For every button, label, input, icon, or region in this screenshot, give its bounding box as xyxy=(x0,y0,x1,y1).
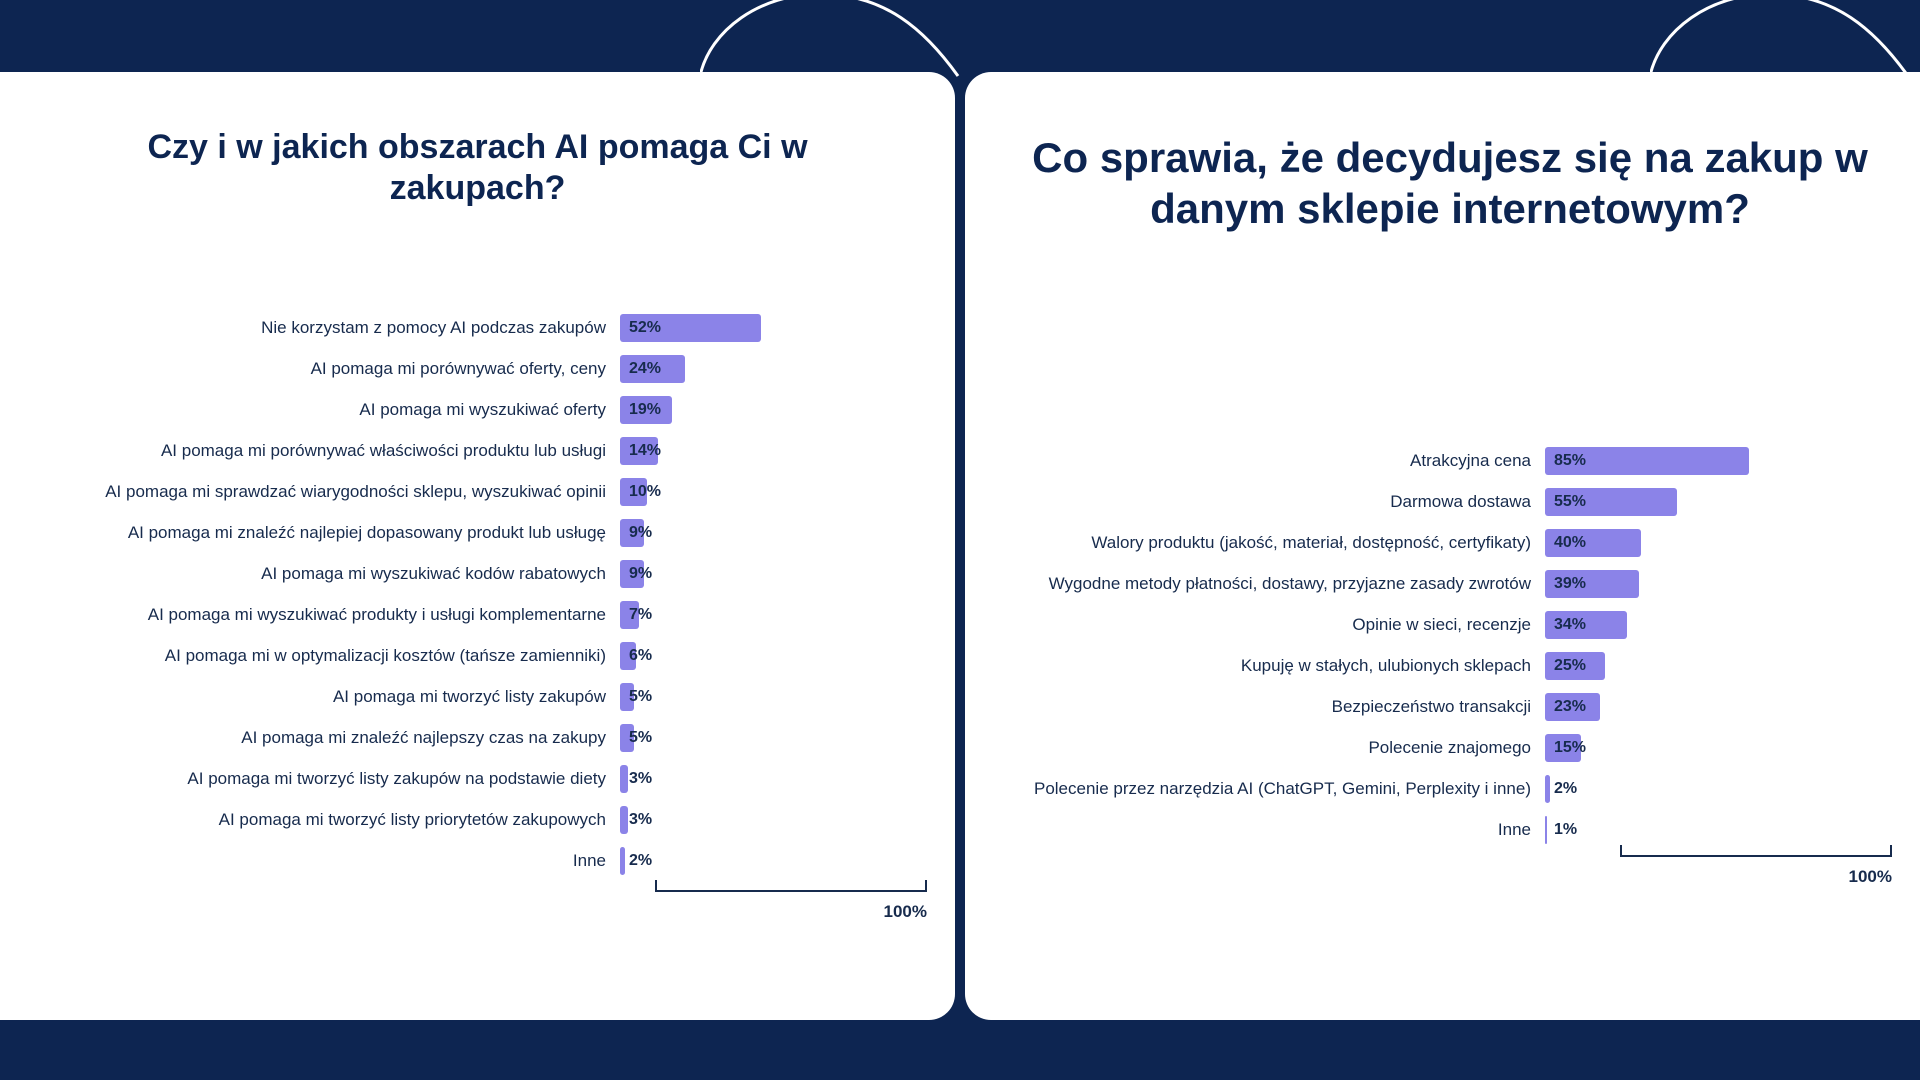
bar-value: 14% xyxy=(629,441,662,459)
bar-track xyxy=(620,348,892,389)
bar-track xyxy=(1545,645,1785,686)
bar-value: 23% xyxy=(1554,697,1587,715)
axis-max-label: 100% xyxy=(883,902,927,921)
bar-label: AI pomaga mi znaleźć najlepszy czas na zakupy xyxy=(241,727,606,747)
bar-fill xyxy=(1545,529,1641,557)
bar-value: 19% xyxy=(629,400,662,418)
axis-left xyxy=(655,890,927,922)
bar-label: Walory produktu (jakość, materiał, dostępność, certyfikaty) xyxy=(1091,532,1531,552)
bar-track xyxy=(620,840,892,881)
bar-fill xyxy=(620,314,761,342)
bar-row xyxy=(0,348,955,389)
bar-track xyxy=(1545,481,1785,522)
chart-title-left: Czy i w jakich obszarach AI pomaga Ci w zakupach? xyxy=(147,128,808,208)
axis-line xyxy=(1620,855,1892,857)
bar-fill xyxy=(620,560,653,588)
bar-label: Polecenie znajomego xyxy=(1368,737,1531,757)
bar-label: Darmowa dostawa xyxy=(1390,491,1531,511)
bar-value: 25% xyxy=(1554,656,1587,674)
bar-track xyxy=(1545,809,1785,850)
bar-value: 10% xyxy=(629,482,662,500)
bar-label: AI pomaga mi wyszukiwać produkty i usługi komplementarne xyxy=(147,604,606,624)
bar-track xyxy=(1545,727,1785,768)
bar-value: 3% xyxy=(629,810,653,828)
bar-track xyxy=(620,594,892,635)
bar-label: AI pomaga mi wyszukiwać kodów rabatowych xyxy=(261,563,606,583)
bar-fill xyxy=(620,437,662,465)
bar-row xyxy=(965,645,1920,686)
bar-fill xyxy=(620,806,653,834)
bar-track xyxy=(1545,604,1785,645)
bar-label: AI pomaga mi znaleźć najlepiej dopasowany produkt lub usługę xyxy=(127,522,606,542)
bar-fill xyxy=(1545,775,1578,803)
bar-value: 2% xyxy=(1554,779,1578,797)
bar-label: AI pomaga mi porównywać oferty, ceny xyxy=(310,358,606,378)
bar-track xyxy=(620,635,892,676)
bar-fill xyxy=(1545,652,1605,680)
bar-value: 7% xyxy=(629,605,653,623)
bar-value: 2% xyxy=(629,851,653,869)
bar-label: AI pomaga mi wyszukiwać oferty xyxy=(359,399,606,419)
bar-value: 39% xyxy=(1554,574,1587,592)
bar-label: Atrakcyjna cena xyxy=(1410,450,1531,470)
bar-row xyxy=(0,799,955,840)
bar-label: AI pomaga mi porównywać właściwości produktu lub usługi xyxy=(160,440,606,460)
bar-row xyxy=(0,594,955,635)
bar-track xyxy=(620,758,892,799)
bar-fill xyxy=(620,683,653,711)
bar-fill xyxy=(620,601,653,629)
axis-right xyxy=(1620,855,1892,887)
bar-label: Inne xyxy=(1497,819,1531,839)
bar-row xyxy=(965,604,1920,645)
bar-row xyxy=(0,512,955,553)
bar-value: 6% xyxy=(629,646,653,664)
bar-track xyxy=(1545,440,1785,481)
bar-track xyxy=(620,430,892,471)
bar-value: 9% xyxy=(629,564,653,582)
bar-label: Polecenie przez narzędzia AI (ChatGPT, Gemini, Perplexity i inne) xyxy=(1033,778,1531,798)
bar-row xyxy=(965,768,1920,809)
bar-label: Inne xyxy=(572,850,606,870)
bar-track xyxy=(620,553,892,594)
bar-label: AI pomaga mi tworzyć listy zakupów na podstawie diety xyxy=(187,768,606,788)
bar-track xyxy=(620,799,892,840)
bar-row xyxy=(0,307,955,348)
bar-label: Kupuję w stałych, ulubionych sklepach xyxy=(1240,655,1531,675)
chart-title-right: Co sprawia, że decydujesz się na zakup w danym sklepie internetowym? xyxy=(1032,134,1868,233)
bar-row xyxy=(965,686,1920,727)
bar-fill xyxy=(1545,734,1587,762)
bar-row xyxy=(0,635,955,676)
bar-row xyxy=(965,809,1920,850)
bar-list-left xyxy=(0,307,955,881)
bar-value: 9% xyxy=(629,523,653,541)
bar-row xyxy=(0,840,955,881)
bar-label: AI pomaga mi tworzyć listy zakupów xyxy=(332,686,606,706)
bar-fill xyxy=(620,519,653,547)
bar-row xyxy=(965,727,1920,768)
bar-list-right xyxy=(965,440,1920,850)
bar-row xyxy=(965,563,1920,604)
bar-label: Nie korzystam z pomocy AI podczas zakupów xyxy=(261,317,606,337)
bar-label: AI pomaga mi tworzyć listy priorytetów zakupowych xyxy=(218,809,606,829)
bar-value: 40% xyxy=(1554,533,1587,551)
bar-track xyxy=(620,717,892,758)
bar-row xyxy=(0,676,955,717)
chart-panel-left xyxy=(0,72,955,1020)
bar-fill xyxy=(1545,447,1749,475)
bar-label: Wygodne metody płatności, dostawy, przyjazne zasady zwrotów xyxy=(1048,573,1531,593)
bar-row xyxy=(0,553,955,594)
bar-value: 55% xyxy=(1554,492,1587,510)
bar-fill xyxy=(1545,611,1627,639)
bar-row xyxy=(0,717,955,758)
bar-value: 5% xyxy=(629,687,653,705)
bar-track xyxy=(620,389,892,430)
decorative-swoosh-left xyxy=(700,0,960,80)
bar-value: 34% xyxy=(1554,615,1587,633)
bar-fill xyxy=(620,765,653,793)
bar-label: Opinie w sieci, recenzje xyxy=(1352,614,1531,634)
bar-track xyxy=(620,512,892,553)
bar-value: 24% xyxy=(629,359,662,377)
bar-fill xyxy=(620,642,653,670)
bar-row xyxy=(0,758,955,799)
bar-track xyxy=(1545,768,1785,809)
bar-track xyxy=(1545,563,1785,604)
bar-row xyxy=(965,481,1920,522)
bar-label: Bezpieczeństwo transakcji xyxy=(1331,696,1531,716)
bar-value: 3% xyxy=(629,769,653,787)
bar-track xyxy=(620,676,892,717)
decorative-swoosh-right xyxy=(1650,0,1910,80)
bar-value: 5% xyxy=(629,728,653,746)
bar-row xyxy=(965,522,1920,563)
bar-fill xyxy=(620,724,653,752)
axis-line xyxy=(655,890,927,892)
bar-fill xyxy=(1545,693,1600,721)
bar-value: 15% xyxy=(1554,738,1587,756)
bar-fill xyxy=(1545,816,1578,844)
bar-fill xyxy=(620,478,662,506)
bar-track xyxy=(620,307,892,348)
bar-value: 1% xyxy=(1554,820,1578,838)
bar-track xyxy=(1545,522,1785,563)
bar-fill xyxy=(620,355,685,383)
bar-value: 85% xyxy=(1554,451,1587,469)
bar-fill xyxy=(1545,488,1677,516)
bar-fill xyxy=(620,396,672,424)
bar-fill xyxy=(1545,570,1639,598)
bar-row xyxy=(965,440,1920,481)
bar-row xyxy=(0,389,955,430)
bar-row xyxy=(0,471,955,512)
bar-value: 52% xyxy=(629,318,662,336)
bar-row xyxy=(0,430,955,471)
bar-fill xyxy=(620,847,653,875)
bar-label: AI pomaga mi w optymalizacji kosztów (tańsze zamienniki) xyxy=(164,645,606,665)
axis-max-label: 100% xyxy=(1848,867,1892,886)
bar-label: AI pomaga mi sprawdzać wiarygodności sklepu, wyszukiwać opinii xyxy=(105,481,606,501)
bar-track xyxy=(1545,686,1785,727)
bar-track xyxy=(620,471,892,512)
